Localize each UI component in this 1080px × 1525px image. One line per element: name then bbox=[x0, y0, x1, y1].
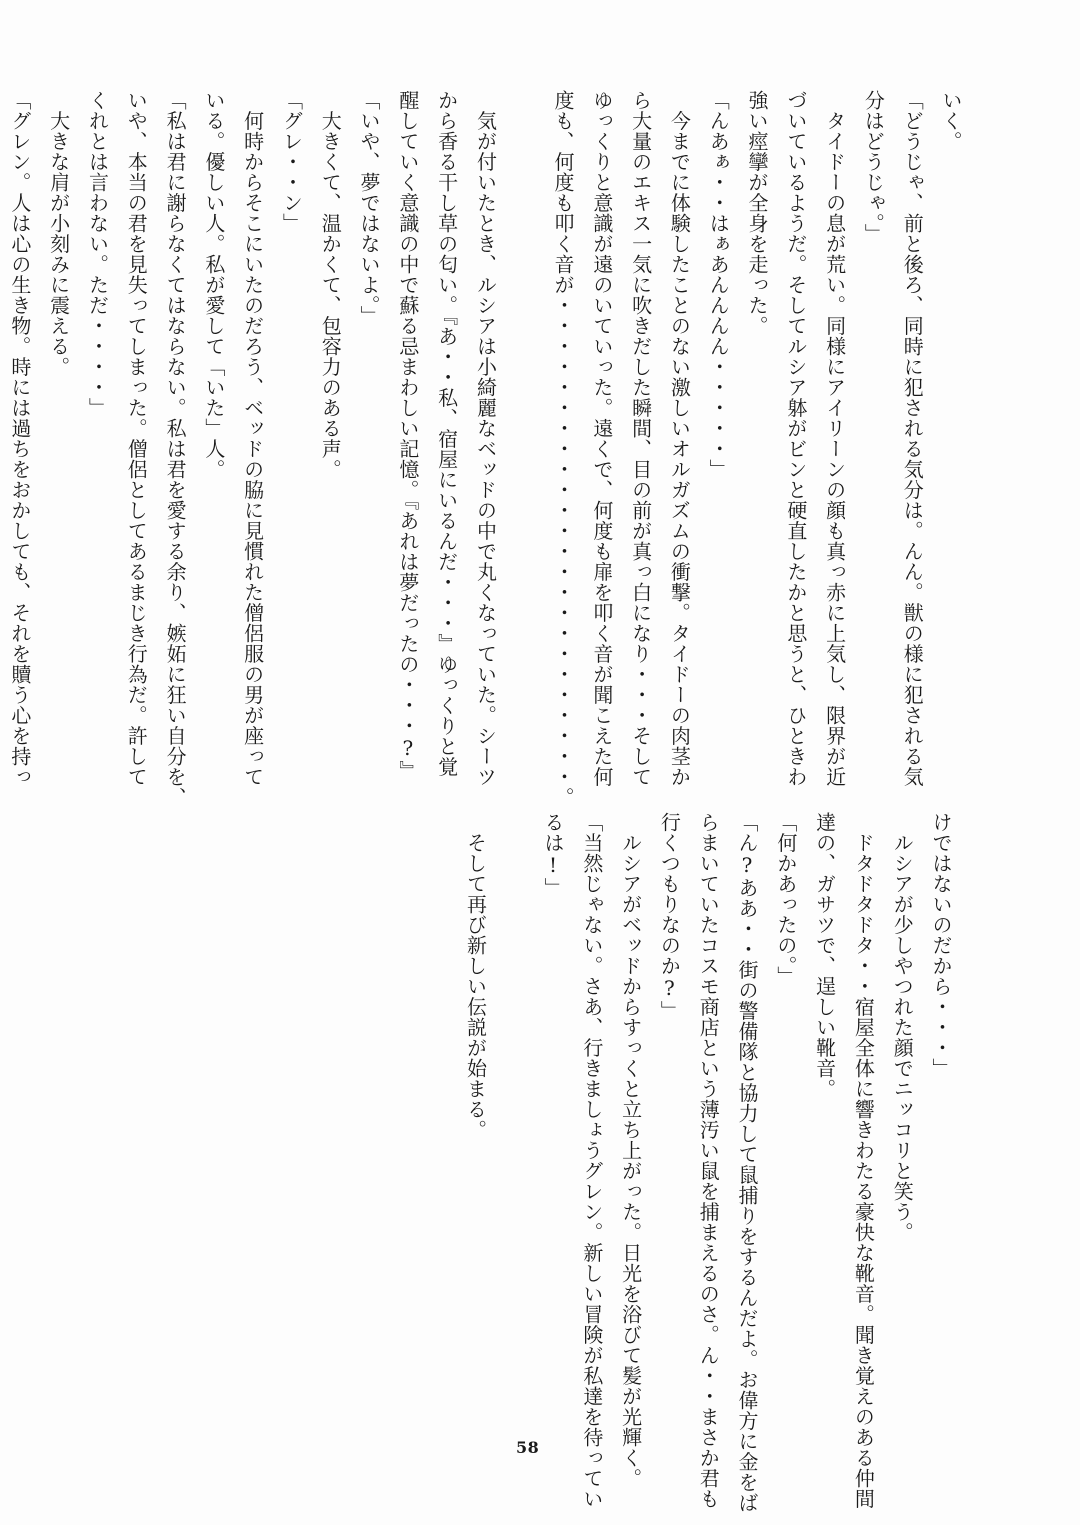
text-line: 「ん?ああ・・街の警備隊と協力して鼠捕りをするんだよ。お偉方に金をば bbox=[735, 812, 760, 1513]
page-number: 58 bbox=[516, 1438, 540, 1457]
blank-line bbox=[504, 90, 543, 750]
text-line: 「んあぁ・・はぁあんんんん・・・・・」 bbox=[706, 90, 731, 480]
text-line: 行くつもりなのか?」 bbox=[657, 812, 682, 1021]
text-line: いる。優しい人。私が愛して「いた」人。 bbox=[201, 90, 226, 480]
text-line: から香る干し草の匂い。『あ・・私、宿屋にいるんだ・・・』ゆっくりと覚 bbox=[434, 90, 459, 777]
text-line: いや、本当の君を見失ってしまった。僧侶としてあるまじき行為だ。許して bbox=[124, 90, 149, 787]
text-line: ドタドタドタ・・宿屋全体に響きわたる豪快な靴音。聞き覚えのある仲間 bbox=[851, 812, 876, 1509]
lower-text-block bbox=[456, 812, 960, 1513]
text-line: 今までに体験したことのない激しいオルガズムの衝撃。タイドーの肉茎か bbox=[667, 90, 692, 787]
text-line: 達の、ガサツで、逞しい靴音。 bbox=[812, 812, 837, 1099]
text-line: 度も、何度も叩く音が・・・・・・・・・・・・・・・・・・・・・・・・。 bbox=[551, 90, 576, 808]
text-line: らまいていたコスモ商店という薄汚い鼠を捕まえるのさ。ん・・まさか君も bbox=[696, 812, 721, 1509]
text-line: 「どうじゃ、前と後ろ、同時に犯される気分は。んん。獣の様に犯される気 bbox=[900, 90, 925, 787]
text-line: ゆっくりと意識が遠のいていった。遠くで、何度も扉を叩く音が聞こえた何 bbox=[589, 90, 614, 787]
text-line: 「グレン。人は心の生き物。時には過ちをおかしても、それを贖う心を持っ bbox=[7, 90, 32, 787]
upper-text-block bbox=[0, 90, 970, 808]
text-line: 強い痙攣が全身を走った。 bbox=[745, 90, 770, 336]
text-line: 大きくて、温かくて、包容力のある声。 bbox=[318, 90, 343, 480]
text-line: 「何かあったの。」 bbox=[773, 812, 798, 987]
text-line: ルシアが少しやつれた顔でニッコリと笑う。 bbox=[890, 812, 915, 1243]
text-line: づいているようだ。そしてルシア躰がビンと硬直したかと思うと、ひときわ bbox=[783, 90, 808, 787]
text-line: 気が付いたとき、ルシアは小綺麗なベッドの中で丸くなっていた。シーツ bbox=[473, 90, 498, 787]
text-line: けではないのだから・・・」 bbox=[929, 812, 953, 1079]
text-line: ルシアがベッドからすっくと立ち上がった。日光を浴びて髪が光輝く。 bbox=[618, 812, 643, 1489]
text-line: くれとは言わない。ただ・・・・」 bbox=[85, 90, 110, 418]
text-line: タイドーの息が荒い。同様にアイリーンの顔も真っ赤に上気し、限界が近 bbox=[822, 90, 847, 787]
text-line: 「当然じゃない。さあ、行きましょうグレン。新しい冒険が私達を待ってい bbox=[579, 812, 604, 1509]
text-line: 大きな肩が小刻みに震える。 bbox=[46, 90, 71, 377]
text-line: 分はどうじゃ。」 bbox=[861, 90, 886, 244]
text-line: そして再び新しい伝説が始まる。 bbox=[463, 812, 488, 1140]
text-line: ら大量のエキス一気に吹きだした瞬間、目の前が真っ白になり・・・そして bbox=[628, 90, 653, 787]
text-line: 「グレ・・ン」 bbox=[279, 90, 304, 234]
text-line: いく。 bbox=[939, 90, 963, 152]
text-line: 「いや、夢ではないよ。」 bbox=[357, 90, 382, 326]
blank-line bbox=[494, 812, 533, 1452]
text-line: 「私は君に謝らなくてはならない。私は君を愛する余り、嫉妬に狂い自分を、 bbox=[163, 90, 188, 808]
text-line: 醒していく意識の中で蘇る忌まわしい記憶。『あれは夢だったの・・・?』 bbox=[395, 90, 420, 781]
text-line: るは!」 bbox=[541, 812, 566, 898]
text-line: 何時からそこにいたのだろう、ベッドの脇に見慣れた僧侶服の男が座って bbox=[240, 90, 265, 787]
